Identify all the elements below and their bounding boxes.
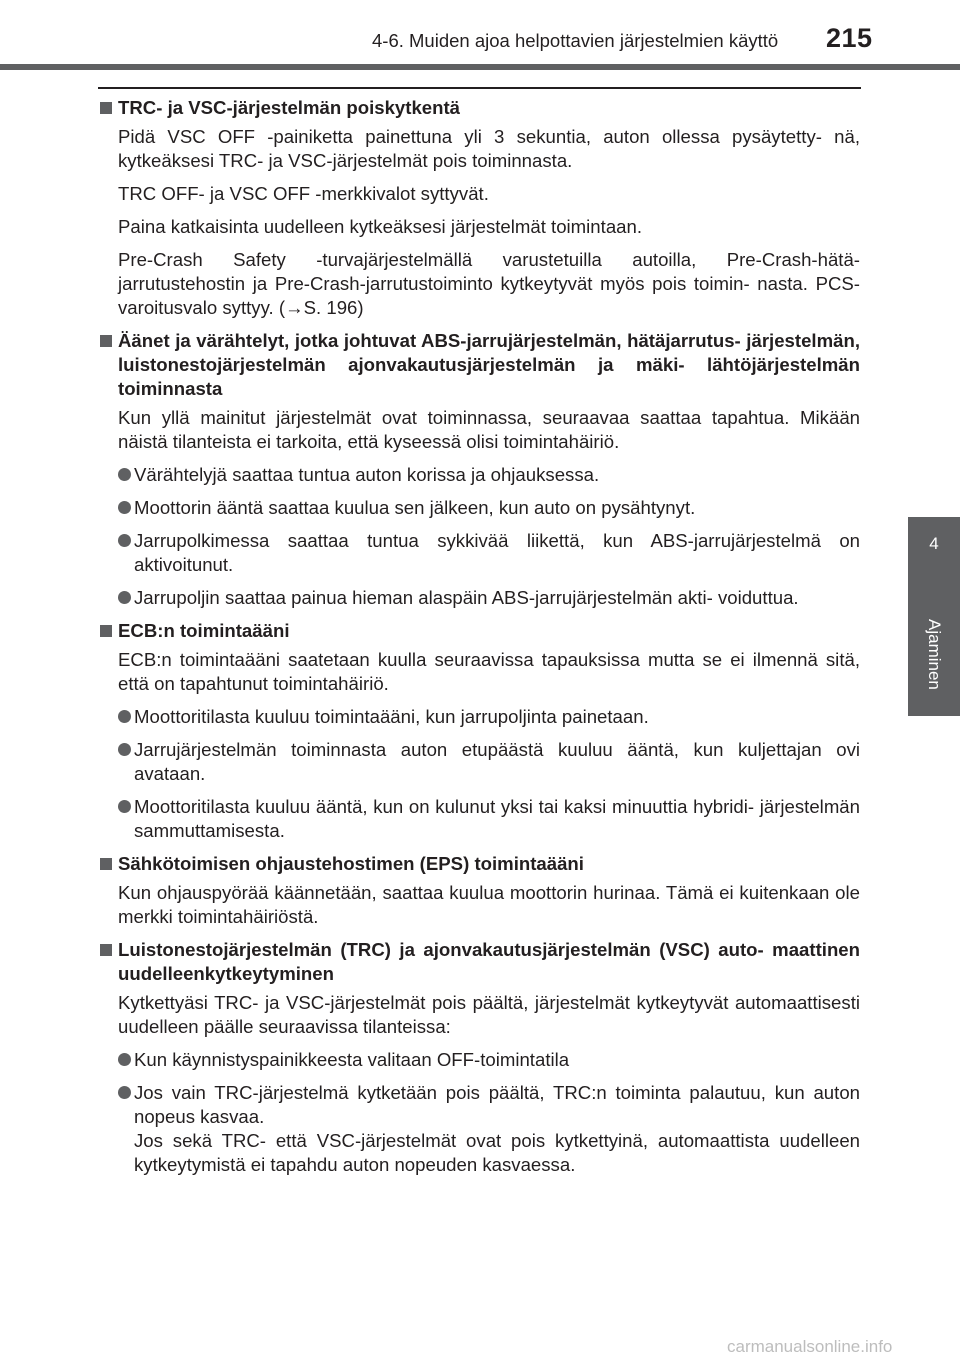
paragraph: Kytkettyäsi TRC- ja VSC-järjestelmät pois päältä, järjestelmät kytkeytyvät automaattisesti uudelleen päälle seuraavissa tilanteissa:	[118, 992, 860, 1037]
paragraph: Paina katkaisinta uudelleen kytkeäksesi järjestelmät toimintaan.	[118, 216, 643, 237]
bullet-item: Moottorin ääntä saattaa kuulua sen jälkeen, kun auto on pysähtynyt.	[98, 496, 860, 520]
square-marker-icon	[100, 335, 112, 347]
section-heading: Luistonestojärjestelmän (TRC) ja ajonvakautusjärjestelmän (VSC) auto- maattinen uudelleenkytkeytyminen	[98, 938, 860, 986]
square-marker-icon	[100, 944, 112, 956]
bullet-item: Moottoritilasta kuuluu toimintaääni, kun jarrupoljinta painetaan.	[98, 705, 860, 729]
bullet-circle-icon	[118, 468, 131, 481]
section-heading: TRC- ja VSC-järjestelmän poiskytkentä	[98, 96, 860, 120]
paragraph: TRC OFF- ja VSC OFF -merkkivalot syttyvät.	[118, 183, 489, 204]
bullet-item: Jos vain TRC-järjestelmä kytketään pois päältä, TRC:n toiminta palautuu, kun auton nopeus kasvaa. Jos sekä TRC- että VSC-järjestelmät ovat pois kytkettyinä, automaattista uudelleen kytkeytymistä ei tapahdu auton nopeuden kasvaessa.	[98, 1081, 860, 1177]
bullet-item: Jarrupolkimessa saattaa tuntua sykkivää liikettä, kun ABS-jarrujärjestelmä on aktivoitunut.	[98, 529, 860, 577]
running-header-title: 4-6. Muiden ajoa helpottavien järjestelmien käyttö	[372, 30, 779, 51]
bullet-item: Jarrupoljin saattaa painua hieman alaspäin ABS-jarrujärjestelmän akti- voiduttua.	[98, 586, 860, 610]
section-heading: Äänet ja värähtelyt, jotka johtuvat ABS-jarrujärjestelmän, hätäjarrutus- järjestelmän, luistonestojärjestelmän ajonvakautusjärjestelmän ja mäki- lähtöjärjestelmän toiminnasta	[98, 329, 860, 401]
paragraph: Pidä VSC OFF -painiketta painettuna yli 3 sekuntia, auton ollessa pysäytetty- nä, kytkeäksesi TRC- ja VSC-järjestelmät pois toiminnasta.	[118, 126, 860, 171]
bullet-circle-icon	[118, 1086, 131, 1099]
header-divider	[0, 64, 960, 70]
bullet-circle-icon	[118, 1053, 131, 1066]
square-marker-icon	[100, 625, 112, 637]
page-body	[98, 96, 860, 1186]
bullet-circle-icon	[118, 743, 131, 756]
bullet-item: Kun käynnistyspainikkeesta valitaan OFF-toimintatila	[98, 1048, 860, 1072]
bullet-circle-icon	[118, 800, 131, 813]
paragraph: ECB:n toimintaääni saatetaan kuulla seuraavissa tapauksissa mutta se ei ilmennä sitä, että on tapahtunut toimintahäiriö.	[118, 649, 860, 694]
bullet-circle-icon	[118, 591, 131, 604]
bullet-circle-icon	[118, 534, 131, 547]
bullet-circle-icon	[118, 501, 131, 514]
paragraph: Kun ohjauspyörää käännetään, saattaa kuulua moottorin hurinaa. Tämä ei kuitenkaan ole merkki toimintahäiriöstä.	[118, 882, 860, 927]
content-top-rule	[98, 87, 861, 89]
chapter-tab-number: 4	[929, 534, 939, 553]
chapter-tab-label: Ajaminen	[925, 618, 944, 690]
bullet-item: Moottoritilasta kuuluu ääntä, kun on kulunut yksi tai kaksi minuuttia hybridi- järjestelmän sammuttamisesta.	[98, 795, 860, 843]
paragraph: Pre-Crash Safety -turvajärjestelmällä varustetuilla autoilla, Pre-Crash-hätä- jarrutustehostin ja Pre-Crash-jarrutustoiminto kytkeytyvät myös pois toimin- nasta. PCS-varoitusvalo syttyy. (→S. 196)	[118, 249, 860, 318]
page-number: 215	[826, 23, 873, 53]
square-marker-icon	[100, 102, 112, 114]
section-heading: ECB:n toimintaääni	[98, 619, 860, 643]
square-marker-icon	[100, 858, 112, 870]
watermark: carmanualsonline.info	[727, 1337, 893, 1356]
bullet-item: Värähtelyjä saattaa tuntua auton korissa ja ohjauksessa.	[98, 463, 860, 487]
paragraph: Kun yllä mainitut järjestelmät ovat toiminnassa, seuraavaa saattaa tapahtua. Mikään näistä tilanteista ei tarkoita, että kyseessä olisi toimintahäiriö.	[118, 407, 860, 452]
bullet-item: Jarrujärjestelmän toiminnasta auton etupäästä kuuluu ääntä, kun kuljettajan ovi avataan.	[98, 738, 860, 786]
section-heading: Sähkötoimisen ohjaustehostimen (EPS) toimintaääni	[98, 852, 860, 876]
bullet-circle-icon	[118, 710, 131, 723]
